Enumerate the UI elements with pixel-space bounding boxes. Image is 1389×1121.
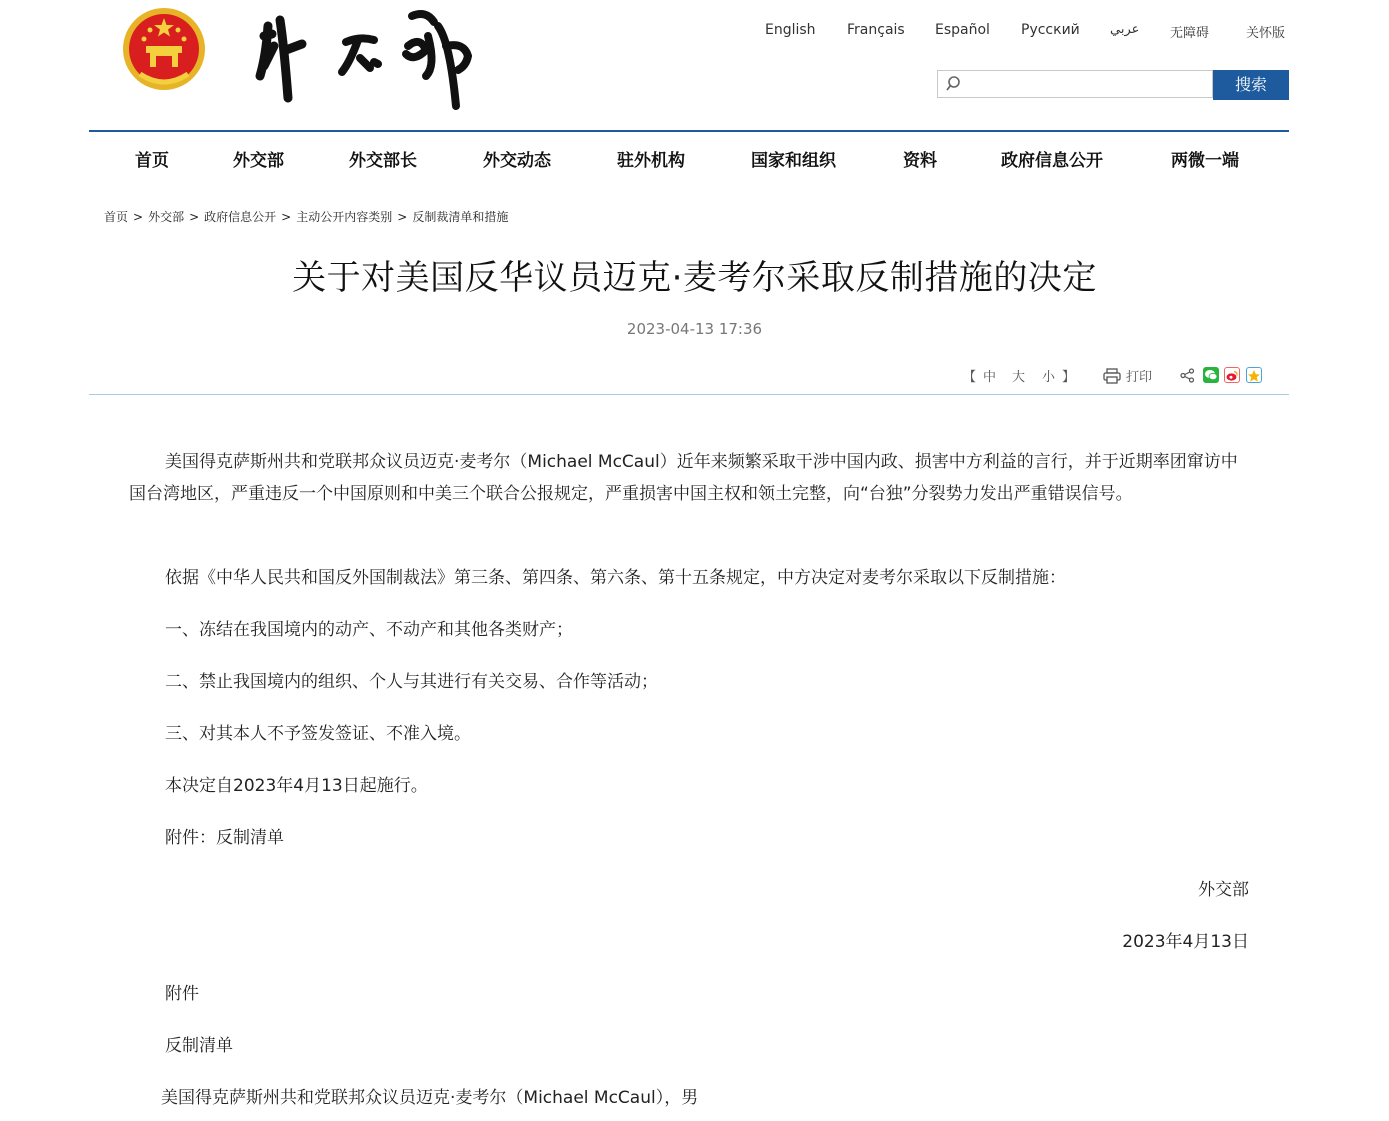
- breadcrumb-government-information[interactable]: 政府信息公开: [204, 210, 277, 224]
- breadcrumb-sanctions-list[interactable]: 反制裁清单和措施: [412, 210, 509, 224]
- font-size-bracket-close: 】: [1062, 370, 1076, 385]
- article-paragraph: 一、冻结在我国境内的动产、不动产和其他各类财产；: [165, 620, 573, 640]
- article-divider: [89, 394, 1289, 395]
- font-size-large-button[interactable]: 大: [1012, 370, 1026, 385]
- nav-resources[interactable]: 资料: [903, 151, 937, 171]
- article-paragraph: 二、禁止我国境内的组织、个人与其进行有关交易、合作等活动；: [165, 672, 658, 692]
- share-icon[interactable]: [1180, 368, 1195, 387]
- signature-date: 2023年4月13日: [1122, 932, 1249, 952]
- nav-countries-organizations[interactable]: 国家和组织: [751, 151, 836, 171]
- accessibility-link[interactable]: 无障碍: [1170, 26, 1210, 41]
- header-divider: [89, 130, 1289, 132]
- font-size-bracket-open: 【: [963, 370, 977, 385]
- font-size-medium-button[interactable]: 中: [983, 370, 997, 385]
- print-icon[interactable]: [1103, 368, 1121, 388]
- search-button[interactable]: 搜索: [1213, 70, 1289, 100]
- attachment-link-paragraph[interactable]: 附件：反制清单: [165, 828, 284, 848]
- lang-russian-link[interactable]: Русский: [1021, 22, 1080, 38]
- national-emblem-logo[interactable]: [122, 6, 206, 92]
- breadcrumb-disclosure-category[interactable]: 主动公开内容类别: [296, 210, 393, 224]
- nav-home[interactable]: 首页: [135, 151, 169, 171]
- attachment-title: 反制清单: [165, 1036, 233, 1056]
- nav-missions-abroad[interactable]: 驻外机构: [617, 151, 685, 171]
- lang-french-link[interactable]: Français: [847, 22, 905, 38]
- elder-care-version-link[interactable]: 关怀版: [1246, 26, 1286, 41]
- search-icon: [945, 75, 961, 93]
- nav-ministry[interactable]: 外交部: [233, 151, 284, 171]
- wechat-share-icon[interactable]: [1203, 367, 1219, 383]
- article-paragraph: 依据《中华人民共和国反外国制裁法》第三条、第四条、第六条、第十五条规定，中方决定对麦考尔采取以下反制措施：: [165, 568, 1066, 588]
- article-paragraph: 本决定自2023年4月13日起施行。: [165, 776, 428, 796]
- article-paragraph: 三、对其本人不予签发签证、不准入境。: [165, 724, 471, 744]
- qzone-share-icon[interactable]: [1246, 367, 1262, 383]
- ministry-calligraphy-logo[interactable]: [250, 6, 480, 120]
- weibo-share-icon[interactable]: [1224, 367, 1240, 383]
- nav-government-information[interactable]: 政府信息公开: [1001, 151, 1103, 171]
- breadcrumb-ministry[interactable]: 外交部: [148, 210, 185, 224]
- breadcrumb-home[interactable]: 首页: [104, 210, 129, 224]
- font-size-small-button[interactable]: 小: [1042, 370, 1056, 385]
- nav-diplomatic-news[interactable]: 外交动态: [483, 151, 551, 171]
- lang-arabic-link[interactable]: عربي: [1110, 22, 1140, 37]
- search-input[interactable]: [937, 70, 1213, 98]
- breadcrumb-separator: >: [133, 210, 144, 224]
- breadcrumb-separator: >: [281, 210, 292, 224]
- nav-social-media[interactable]: 两微一端: [1171, 151, 1239, 171]
- attachment-entry: 美国得克萨斯州共和党联邦众议员迈克·麦考尔（Michael McCaul），男: [161, 1088, 699, 1108]
- signature: 外交部: [1198, 880, 1249, 900]
- nav-minister[interactable]: 外交部长: [349, 151, 417, 171]
- print-button[interactable]: 打印: [1126, 370, 1153, 385]
- breadcrumb-separator: >: [189, 210, 200, 224]
- breadcrumb: [104, 208, 508, 225]
- lang-english-link[interactable]: English: [765, 22, 816, 38]
- page-title: 关于对美国反华议员迈克·麦考尔采取反制措施的决定: [292, 258, 1097, 298]
- article-paragraph: 美国得克萨斯州共和党联邦众议员迈克·麦考尔（Michael McCaul）近年来频繁采取干涉中国内政、损害中方利益的言行，并于近期率团窜访中国台湾地区，严重违反一个中国原则和中美三个联合公报规定，严重损害中国主权和领土完整，向“台独”分裂势力发出严重错误信号。: [129, 452, 1238, 504]
- publish-date: 2023-04-13 17:36: [626, 320, 763, 338]
- lang-spanish-link[interactable]: Español: [935, 22, 990, 38]
- attachment-heading: 附件: [165, 984, 199, 1004]
- breadcrumb-separator: >: [397, 210, 408, 224]
